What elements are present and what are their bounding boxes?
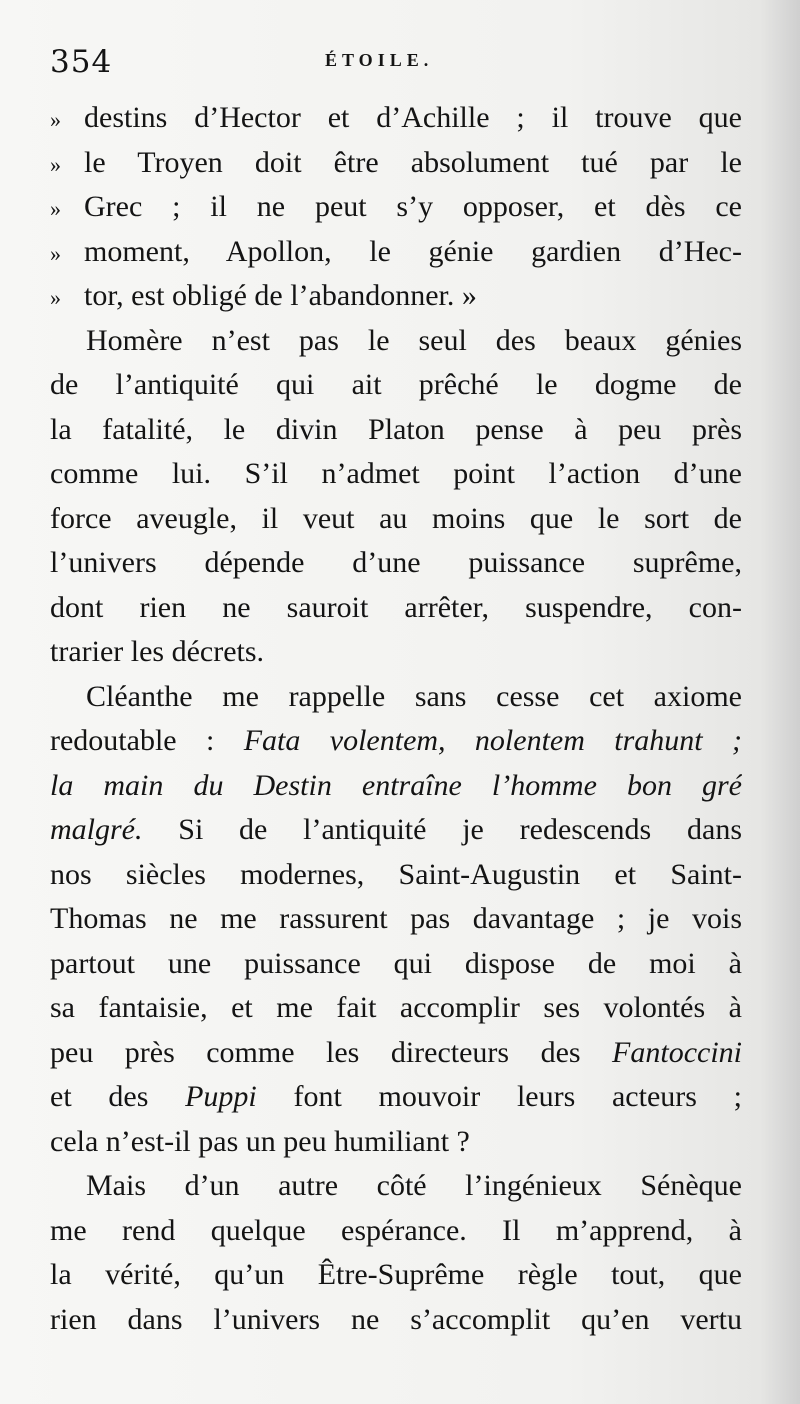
quote-mark: » <box>50 151 61 177</box>
text-line <box>50 897 742 942</box>
text-line <box>50 853 742 898</box>
text-line <box>50 630 742 675</box>
text-line <box>50 986 742 1031</box>
paragraph-first-line <box>50 319 742 364</box>
quote-mark: » <box>50 196 61 221</box>
line-text: Grec ; il ne peut s’y opposer, et dès ce <box>84 190 742 223</box>
text-line <box>50 497 742 542</box>
paragraph-first-line <box>50 675 742 720</box>
paragraph-first-line <box>50 1164 742 1209</box>
line-text: me rend quelque espérance. Il m’apprend, à <box>50 1213 742 1247</box>
text-line <box>50 1031 742 1076</box>
quote-mark: » <box>50 285 61 310</box>
text-line <box>50 1075 742 1120</box>
line-text: Cléanthe me rappelle sans cesse cet axiome <box>86 679 742 713</box>
page-header <box>50 44 745 84</box>
line-text: redoutable : <box>50 724 244 757</box>
page-number: 354 <box>50 44 113 80</box>
latin-quote: Fata volentem, nolentem trahunt ; <box>243 724 742 757</box>
line-text: Thomas ne me rassurent pas davantage ; je vois <box>50 902 742 935</box>
italic-text: malgré. <box>50 813 143 846</box>
quote-mark: » <box>50 107 61 132</box>
text-line <box>50 185 742 230</box>
text-line <box>50 452 742 497</box>
text-line <box>50 541 742 586</box>
line-text: le Troyen doit être absolument tué par le <box>84 145 742 179</box>
text-line <box>50 942 742 987</box>
text-line <box>50 764 742 809</box>
line-text: trarier les décrets. <box>50 635 265 668</box>
text-line <box>50 1298 742 1343</box>
line-text: moment, Apollon, le génie gardien d’Hec- <box>84 234 742 268</box>
line-text: sa fantaisie, et me fait accomplir ses volontés à <box>50 991 742 1024</box>
line-text: rien dans l’univers ne s’accomplit qu’en vertu <box>50 1302 742 1336</box>
line-text: dont rien ne sauroit arrêter, suspendre, con- <box>50 590 742 624</box>
text-line <box>50 141 742 186</box>
text-line <box>50 1253 742 1298</box>
line-text: Mais d’un autre côté l’ingénieux Sénèque <box>86 1169 742 1202</box>
line-text: l’univers dépende d’une puissance suprême, <box>50 546 742 579</box>
text-line <box>50 230 742 275</box>
text-line <box>50 408 742 453</box>
italic-text: Puppi <box>185 1080 257 1113</box>
text-line <box>50 808 742 853</box>
line-text: partout une puissance qui dispose de moi à <box>50 946 742 980</box>
line-text: nos siècles modernes, Saint-Augustin et Saint- <box>50 857 742 891</box>
text-line <box>50 1209 742 1254</box>
line-text: la vérité, qu’un Être-Suprême règle tout, que <box>50 1258 742 1291</box>
line-text: tor, est obligé de l’abandonner. » <box>84 279 477 312</box>
text-line <box>50 586 742 631</box>
running-title: ÉTOILE. <box>325 50 434 70</box>
text-line <box>50 363 742 408</box>
line-text: peu près comme les directeurs des <box>50 1035 613 1069</box>
line-text: Si de l’antiquité je redescends dans <box>142 813 742 846</box>
line-text: Homère n’est pas le seul des beaux génies <box>86 323 742 357</box>
line-text: comme lui. S’il n’admet point l’action d’une <box>50 457 742 490</box>
line-text: la fatalité, le divin Platon pense à peu près <box>50 412 742 446</box>
line-text: et des <box>50 1080 186 1113</box>
italic-text: la main du Destin entraîne l’homme bon gré <box>50 768 742 802</box>
text-line <box>50 274 742 319</box>
text-line <box>50 719 742 764</box>
line-text: de l’antiquité qui ait prêché le dogme de <box>50 368 742 401</box>
line-text: font mouvoir leurs acteurs ; <box>256 1080 742 1113</box>
text-line <box>50 96 742 141</box>
line-text: force aveugle, il veut au moins que le sort de <box>50 501 742 535</box>
line-text: destins d’Hector et d’Achille ; il trouve que <box>84 101 742 134</box>
italic-text: Fantoccini <box>612 1035 742 1069</box>
line-text: cela n’est-il pas un peu humiliant ? <box>50 1124 470 1158</box>
quote-mark: » <box>50 240 61 266</box>
text-body <box>50 96 742 1342</box>
text-line <box>50 1120 742 1165</box>
